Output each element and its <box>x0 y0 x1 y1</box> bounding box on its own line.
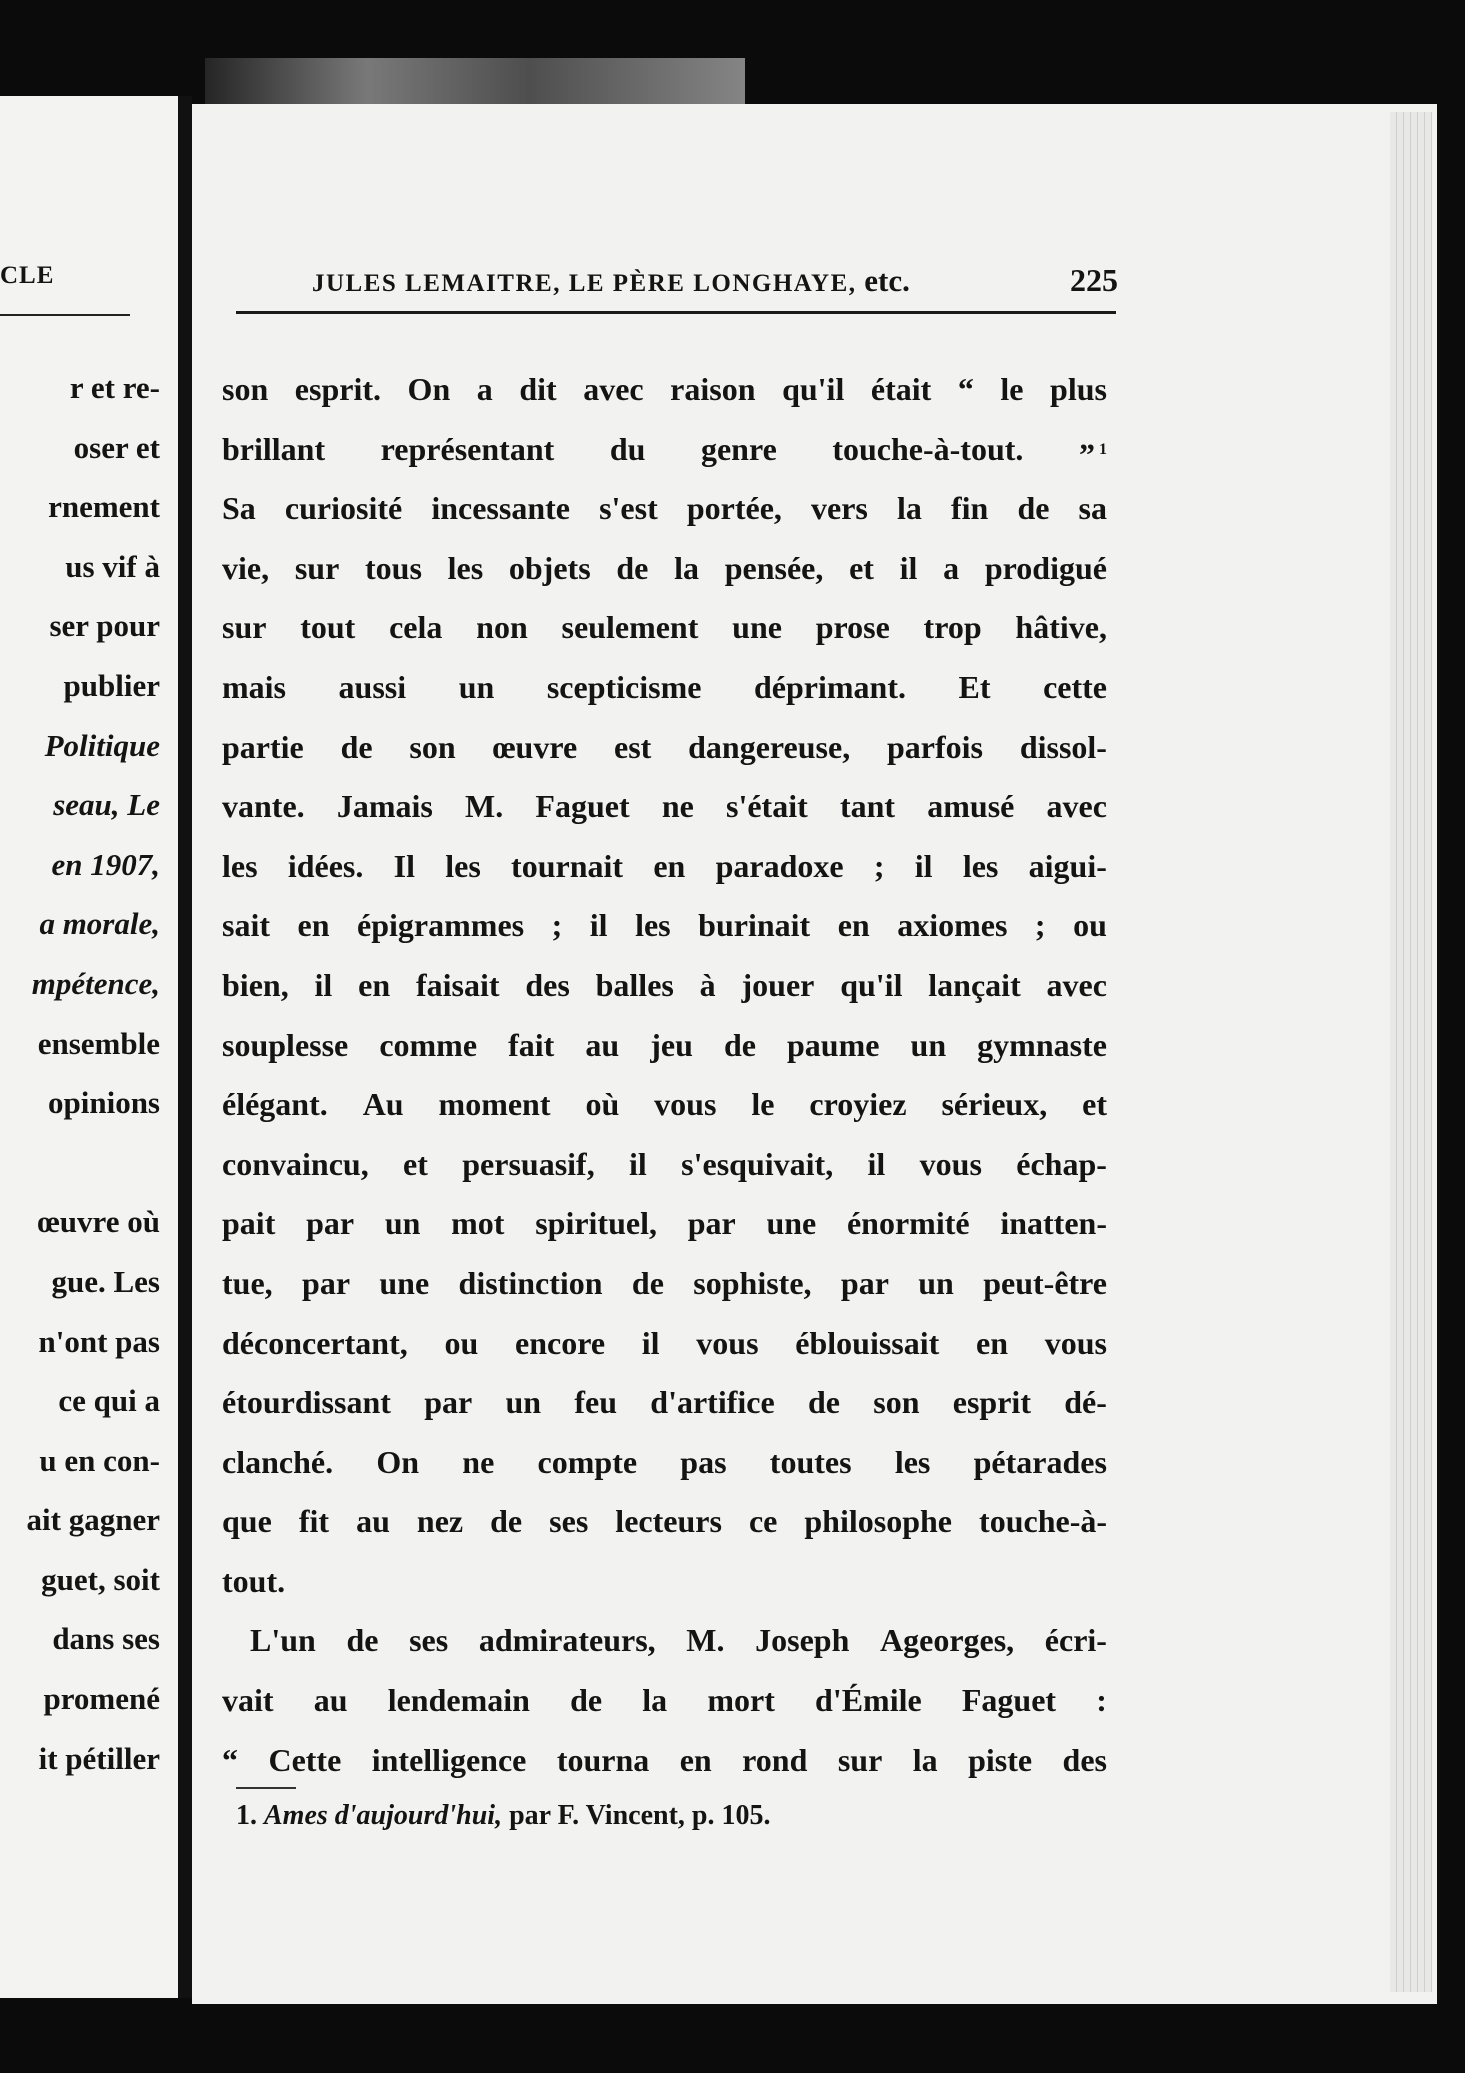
word: à <box>699 966 716 1003</box>
word: sophiste, <box>693 1264 812 1301</box>
word: incessante <box>431 490 570 527</box>
word: aussi <box>338 668 407 705</box>
word: idées. <box>287 847 364 884</box>
word: On <box>407 371 451 407</box>
left-text-line: oser et <box>73 429 160 465</box>
word: par <box>424 1384 473 1421</box>
text-line <box>222 539 1107 599</box>
word: ses <box>409 1622 449 1659</box>
word: un <box>505 1384 542 1421</box>
word: tourna <box>556 1741 650 1778</box>
word: étourdissant <box>222 1384 391 1421</box>
word: “ <box>957 371 974 407</box>
left-text-line: us vif à <box>65 548 160 584</box>
running-head <box>312 262 1118 299</box>
left-text-line: r et re- <box>69 370 160 405</box>
word: convaincu, <box>222 1145 369 1182</box>
word: le <box>751 1086 775 1123</box>
word: les <box>894 1443 931 1480</box>
text-line <box>222 1552 1107 1612</box>
text-line <box>222 479 1107 539</box>
word: et <box>849 549 874 586</box>
word: peut-être <box>983 1264 1107 1301</box>
word: au <box>585 1026 620 1063</box>
word: vait <box>222 1682 274 1719</box>
text-line <box>222 837 1107 897</box>
word: scepticisme <box>546 668 702 705</box>
word: mais <box>222 668 286 705</box>
word: son <box>409 728 456 765</box>
word: une <box>732 609 782 646</box>
word: que <box>222 1503 272 1540</box>
word: il <box>914 847 933 884</box>
word: où <box>585 1086 620 1123</box>
word: jeu <box>650 1026 693 1063</box>
word: M. <box>686 1622 725 1659</box>
word: Sa <box>222 490 256 527</box>
word: écri- <box>1044 1622 1107 1659</box>
left-text-line: a morale, <box>39 906 160 942</box>
left-text-line: œuvre où <box>37 1204 160 1240</box>
left-text-line: Politique <box>44 727 160 763</box>
word: une <box>766 1205 817 1242</box>
text-line <box>222 1194 1107 1254</box>
word: de <box>723 1026 756 1063</box>
word: la <box>642 1682 668 1719</box>
word: souplesse <box>222 1026 349 1063</box>
word: de <box>340 728 373 765</box>
word: en <box>837 907 870 944</box>
word: touche-à- <box>979 1503 1107 1540</box>
word: d'Émile <box>815 1682 922 1719</box>
word: piste <box>968 1741 1033 1778</box>
word: distinction <box>458 1264 603 1301</box>
page-edge <box>1390 112 1432 1992</box>
word: des <box>1062 1741 1107 1778</box>
word: ses <box>549 1503 589 1540</box>
left-text-line: guet, soit <box>41 1561 160 1597</box>
word: vous <box>1044 1324 1107 1361</box>
page-number: 225 <box>1070 262 1118 298</box>
word: son <box>873 1384 920 1421</box>
word: s'était <box>726 788 808 825</box>
word: qu'il <box>840 966 903 1003</box>
text-line <box>222 1433 1107 1493</box>
word: brillant <box>222 430 326 467</box>
word: touche-à-tout. <box>832 430 1024 467</box>
word: pensée, <box>724 549 824 586</box>
word: ” $^1$ <box>1078 436 1107 473</box>
word: était <box>870 371 932 407</box>
word: trop <box>923 609 982 646</box>
text-line <box>222 896 1107 956</box>
word: de <box>490 1503 523 1540</box>
word: lançait <box>928 966 1021 1003</box>
footnote-text: par F. Vincent, p. 105. <box>509 1800 771 1831</box>
word: vous <box>696 1324 759 1361</box>
word: genre <box>700 430 777 467</box>
word: cela <box>389 609 443 646</box>
word: ou <box>444 1324 479 1361</box>
word: partie <box>222 728 304 765</box>
word: aigui- <box>1028 847 1107 884</box>
word: Joseph <box>755 1622 850 1659</box>
word: fit <box>298 1503 330 1540</box>
word: au <box>313 1682 348 1719</box>
word: plus <box>1050 371 1107 407</box>
word: il <box>867 1145 886 1182</box>
word: Faguet <box>535 788 630 825</box>
word: pait <box>222 1205 276 1242</box>
word: le <box>1000 371 1024 407</box>
word: Faguet <box>961 1682 1057 1719</box>
word: une <box>379 1264 430 1301</box>
word: lecteurs <box>615 1503 722 1540</box>
word: les <box>962 847 999 884</box>
word: en <box>358 966 391 1003</box>
word: paume <box>787 1026 880 1063</box>
left-text-line: ait gagner <box>26 1502 160 1538</box>
word: vante. <box>222 788 305 825</box>
word: dissol- <box>1019 728 1107 765</box>
left-text-line: rnement <box>48 489 160 525</box>
text-line <box>222 658 1107 718</box>
left-text-line: mpétence, <box>31 965 160 1001</box>
word: Et <box>958 668 991 705</box>
word: tout <box>300 609 356 646</box>
word: intelligence <box>371 1741 527 1778</box>
text-line <box>222 1671 1107 1731</box>
word: On <box>376 1443 420 1480</box>
text-line <box>222 1075 1107 1135</box>
word: un <box>918 1264 954 1301</box>
word: cette <box>1043 668 1107 705</box>
word: il <box>641 1324 660 1361</box>
word: M. <box>465 788 504 825</box>
word: admirateurs, <box>478 1622 656 1659</box>
left-text-line: ce qui a <box>58 1383 160 1419</box>
left-text-line: dans ses <box>52 1621 160 1657</box>
word: dit <box>519 371 557 407</box>
word: par <box>302 1264 351 1301</box>
footnote-title: Ames d'aujourd'hui, <box>264 1800 503 1831</box>
text-line <box>222 1492 1107 1552</box>
word: par <box>687 1205 736 1242</box>
left-running-head: CLE <box>0 262 55 289</box>
word: croyiez <box>809 1086 907 1123</box>
word: et <box>403 1145 428 1182</box>
word: a <box>476 371 493 407</box>
word: prose <box>815 609 890 646</box>
word: d'artifice <box>650 1384 775 1421</box>
word: échap- <box>1016 1145 1107 1182</box>
left-text-line: n'ont pas <box>38 1323 160 1359</box>
word: tournait <box>511 847 624 884</box>
word: sur <box>222 609 267 646</box>
word: ou <box>1073 907 1107 944</box>
word: : <box>1096 1682 1107 1719</box>
word: vers <box>811 490 868 527</box>
word: Au <box>362 1086 404 1123</box>
word: persuasif, <box>462 1145 595 1182</box>
word: sur <box>294 549 340 586</box>
word: feu <box>574 1384 617 1421</box>
word: bien, <box>222 966 289 1003</box>
left-text-column <box>0 358 160 1788</box>
running-title-text: JULES LEMAITRE, LE PÈRE LONGHAYE, <box>312 270 857 297</box>
word: rond <box>742 1741 808 1778</box>
word: sa <box>1078 490 1107 527</box>
word: les <box>447 549 484 586</box>
word: il <box>589 907 608 944</box>
text-line <box>222 1016 1107 1076</box>
left-text-line: u en con- <box>39 1442 160 1478</box>
text-line <box>222 1373 1107 1433</box>
word: s'esquivait, <box>681 1145 834 1182</box>
word: de <box>1017 490 1050 527</box>
word: son <box>222 371 269 407</box>
left-text-line: publier <box>63 667 160 703</box>
word: balles <box>595 966 674 1003</box>
word: sur <box>837 1741 883 1778</box>
word: est <box>613 728 652 765</box>
word: déprimant. <box>753 668 906 705</box>
word: il <box>899 549 918 586</box>
word: la <box>674 549 699 586</box>
word: esprit <box>952 1384 1031 1421</box>
word: compte <box>537 1443 638 1480</box>
text-line <box>222 1731 1107 1791</box>
word: tue, <box>222 1264 273 1301</box>
word: spirituel, <box>535 1205 657 1242</box>
left-text-line: opinions <box>47 1085 160 1121</box>
word: du <box>609 430 646 467</box>
word: en <box>679 1741 712 1778</box>
word: fait <box>508 1026 555 1063</box>
left-text-line: ser pour <box>49 608 160 644</box>
word: ne <box>462 1443 495 1480</box>
word: parfois <box>887 728 983 765</box>
word: comme <box>379 1026 478 1063</box>
left-text-line: en 1907, <box>51 846 160 882</box>
word: avec <box>1046 966 1107 1003</box>
text-line <box>222 777 1107 837</box>
word: avec <box>583 371 644 407</box>
left-text-line <box>0 1133 160 1193</box>
word: un <box>384 1205 421 1242</box>
word: Jamais <box>336 788 433 825</box>
word: il <box>629 1145 647 1182</box>
footnote-rule <box>236 1787 296 1789</box>
word: vous <box>654 1086 717 1123</box>
word: pétarades <box>973 1443 1107 1480</box>
word: paradoxe <box>715 847 844 884</box>
page-gutter <box>178 96 192 1998</box>
word: éblouissait <box>795 1324 940 1361</box>
word: Ageorges, <box>880 1622 1015 1659</box>
word: raison <box>670 371 756 407</box>
word: de <box>570 1682 603 1719</box>
word: non <box>476 609 528 646</box>
left-facing-page <box>0 96 178 1998</box>
word: lendemain <box>387 1682 530 1719</box>
running-title <box>312 263 910 299</box>
word: nez <box>416 1503 464 1540</box>
word: portée, <box>686 490 782 527</box>
word: déconcertant, <box>222 1324 408 1361</box>
binding-strip <box>205 58 745 104</box>
word: vie, <box>222 549 270 586</box>
running-title-suffix: etc. <box>864 263 910 298</box>
text-line <box>222 598 1107 658</box>
text-line <box>222 956 1107 1016</box>
word: Cette <box>268 1741 342 1778</box>
left-head-rule <box>0 314 130 316</box>
word: par <box>840 1264 889 1301</box>
word: ; <box>1034 907 1046 944</box>
word: axiomes <box>897 907 1008 944</box>
word: ce <box>748 1503 778 1540</box>
word: de <box>616 549 649 586</box>
word: mot <box>451 1205 505 1242</box>
word: fin <box>950 490 989 527</box>
word: jouer <box>741 966 815 1003</box>
word: sérieux, <box>941 1086 1048 1123</box>
word: moment <box>438 1086 551 1123</box>
word: ne <box>661 788 694 825</box>
text-line <box>222 1314 1107 1374</box>
word: pas <box>680 1443 727 1480</box>
word: clanché. <box>222 1443 334 1480</box>
word: faisait <box>415 966 500 1003</box>
word: burinait <box>698 907 811 944</box>
word: “ <box>222 1741 238 1778</box>
word: un <box>458 668 495 705</box>
word: a <box>943 549 960 586</box>
word: les <box>635 907 671 944</box>
word: de <box>631 1264 664 1301</box>
word: œuvre <box>492 728 578 765</box>
footnote <box>236 1800 770 1832</box>
left-text-line: promené <box>43 1681 160 1717</box>
word: au <box>356 1503 390 1540</box>
word: prodigué <box>984 549 1107 586</box>
word: un <box>910 1026 947 1063</box>
word: hâtive, <box>1015 609 1107 646</box>
text-line <box>222 718 1107 778</box>
footnote-marker: 1 <box>1094 440 1107 458</box>
left-text-line: seau, Le <box>53 787 160 823</box>
body-text <box>222 360 1107 1790</box>
word: seulement <box>561 609 699 646</box>
word: énormité <box>846 1205 970 1242</box>
word: en <box>976 1324 1009 1361</box>
word: les <box>222 847 258 884</box>
word: il <box>314 966 333 1003</box>
word: esprit. <box>294 371 381 407</box>
word: encore <box>514 1324 606 1361</box>
word: représentant <box>380 430 555 467</box>
text-line <box>222 1135 1107 1195</box>
word: la <box>912 1741 938 1778</box>
word: de <box>807 1384 840 1421</box>
word: et <box>1082 1086 1107 1123</box>
text-line <box>222 420 1107 480</box>
word: avec <box>1046 788 1107 825</box>
word: épigrammes <box>357 907 525 944</box>
text-line <box>222 360 1107 420</box>
text-line <box>222 1611 1107 1671</box>
word: Il <box>393 847 415 884</box>
word: en <box>653 847 686 884</box>
word: de <box>346 1622 379 1659</box>
word: sait <box>222 907 270 944</box>
word: ; <box>873 847 885 884</box>
left-text-line: ensemble <box>37 1025 160 1061</box>
footnote-number: 1. <box>236 1800 257 1831</box>
word: qu'il <box>782 371 845 407</box>
word: élégant. <box>222 1086 328 1123</box>
word: L'un <box>250 1622 316 1659</box>
word: philosophe <box>804 1503 952 1540</box>
word: s'est <box>599 490 658 527</box>
word: par <box>306 1205 355 1242</box>
word: tout. <box>222 1562 286 1599</box>
word: gymnaste <box>977 1026 1107 1063</box>
word: vous <box>919 1145 982 1182</box>
word: inatten- <box>1000 1205 1107 1242</box>
word: tant <box>839 788 896 825</box>
word: les <box>445 847 481 884</box>
word: ; <box>551 907 563 944</box>
word: en <box>297 907 330 944</box>
word: mort <box>707 1682 775 1719</box>
word: des <box>525 966 570 1003</box>
word: tous <box>364 549 422 586</box>
word: dé- <box>1064 1384 1107 1421</box>
word: dangereuse, <box>688 728 851 765</box>
word: la <box>896 490 922 527</box>
word: curiosité <box>284 490 403 527</box>
left-text-line: gue. Les <box>51 1263 160 1299</box>
word: toutes <box>769 1443 852 1480</box>
left-text-line: it pétiller <box>38 1740 160 1776</box>
word: objets <box>508 549 591 586</box>
text-line <box>222 1254 1107 1314</box>
word: amusé <box>927 788 1015 825</box>
head-rule <box>236 311 1116 314</box>
